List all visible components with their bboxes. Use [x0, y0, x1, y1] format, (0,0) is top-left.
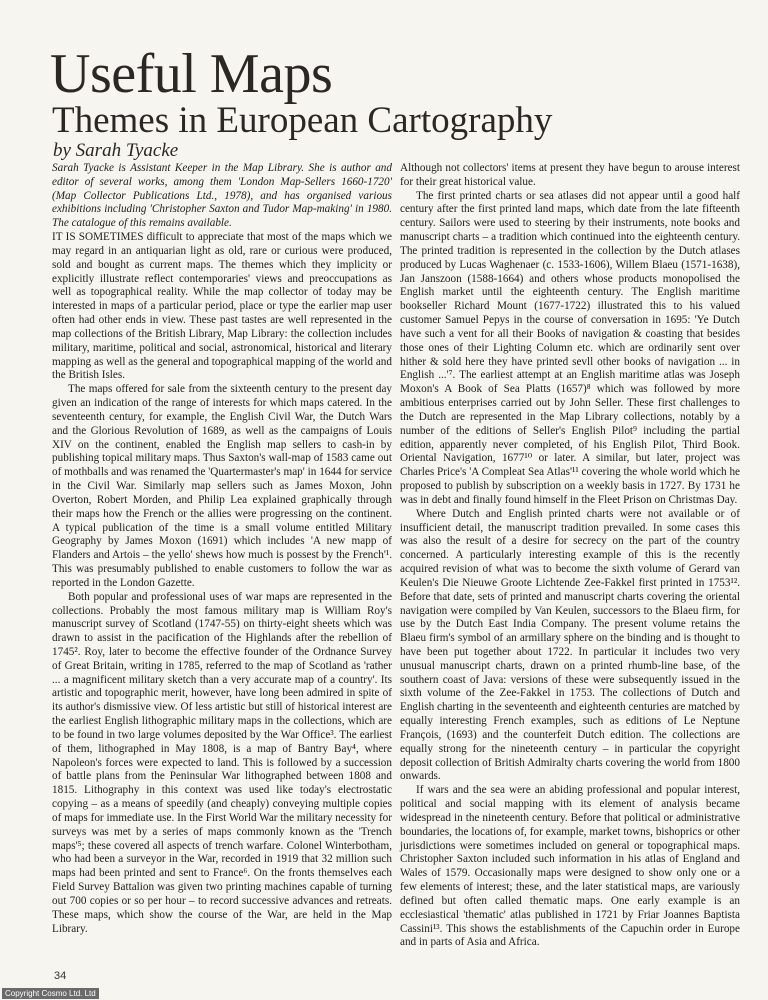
body-paragraph: Although not collectors' items at present they have begun to arouse interest for their great historical value.: [400, 162, 740, 188]
left-column: [52, 162, 392, 936]
body-paragraph: The maps offered for sale from the sixteenth century to the present day given an indication of the range of interests for which maps catered. In the seventeenth century, for example, the English Civil War, the Dutch Wars and the Glorious Revolution of 1689, as well as the campaigns of Louis XIV on the continent, enabled the English map sellers to cash-in by publishing topical military maps. Thus Saxton's wall-map of 1583 came out of mothballs and was renamed the 'Quartermaster's map' in 1644 for service in the Civil War. Similarly map sellers such as James Moxon, John Overton, Robert Morden, and Philip Lea explained graphically through their maps how the French or the allies were progressing on the continent. A typical publication of the time is a small volume entitled Military Geography by James Moxon (1691) which includes 'A new mapp of Flanders and Artois – the yello' shews how much is possest by the French'¹. This was presumably published to enable customers to follow the war as reported in the London Gazette.: [52, 383, 392, 589]
body-paragraph: IT IS SOMETIMES difficult to appreciate that most of the maps which we may regard in an antiquarian light as old, rare or curious were produced, sold and bought as current maps. The themes which they implicity or explicitly illustrate reflect contemporaries' views and preoccupations as well as topographical reality. While the map collector of today may be interested in maps of a particular period, place or type the earlier map user often had other ends in view. These past tastes are well represented in the map collections of the British Library, Map Library: the collection includes military, maritime, political and social, astronomical, historical and literary mapping as well as the general and topographical mapping of the world and the British Isles.: [52, 231, 392, 382]
article-byline: by Sarah Tyacke: [53, 140, 179, 161]
body-paragraph: Where Dutch and English printed charts were not available or of insufficient detail, the manuscript tradition prevailed. In some cases this was also the result of a desire for secrecy on the part of the country concerned. A particularly interesting example of this is the recently acquired revision of what was to become the sixth volume of Gerard van Keulen's Die Nieuwe Groote Lichtende Zee-Fakkel first printed in 1753¹². Before that date, sets of printed and manuscript charts covering the oriental navigation were compiled by Van Keulen, successors to the Blaeu firm, for use by the Dutch East India Company. The present volume retains the Blaeu firm's symbol of an armillary sphere on the binding and is thought to have been put together about 1722. In particular it includes two very unusual manuscript charts, drawn on a printed rhumb-line base, of the southern coast of Java: versions of these were subsequently issued in the sixth volume of the Zee-Fakkel in 1753. The collections of Dutch and English charting in the seventeenth and eighteenth centuries are matched by equally interesting French examples, such as editions of Le Neptune François, (1693) and the counterfeit Dutch edition. The collections are equally strong for the nineteenth century – in particular the copyright deposit collection of British Admiralty charts covering the world from 1800 onwards.: [400, 507, 740, 783]
body-paragraph: If wars and the sea were an abiding professional and popular interest, political and social mapping with its element of analysis became widespread in the nineteenth century. Before that political or administrative boundaries, the locations of, for example, market towns, bishoprics or other jurisdictions were sometimes included on general or topographical maps. Christopher Saxton included such information in his atlas of England and Wales of 1579. Occasionally maps were designed to show only one or a few elements of interest; these, and the later statistical maps, are variously defined but often called thematic maps. One early example is an ecclesiastical 'thematic' atlas published in 1721 by Friar Joannes Baptista Cassini¹³. This shows the establishments of the Capuchin order in Europe and in parts of Asia and Africa.: [400, 784, 740, 949]
right-column: [400, 162, 740, 950]
body-paragraph: The first printed charts or sea atlases did not appear until a good half century after the first printed land maps, which date from the late fifteenth century. Sailors were used to steering by their instruments, note books and manuscript charts – a tradition which continued into the eighteenth century. The printed tradition is represented in the collection by the Dutch atlases produced by Lucas Waghenaer (c. 1533-1606), Willem Blaeu (1571-1638), Jan Janszoon (1588-1664) and others whose products monopolised the English market until the eighteenth century. The English maritime bookseller Richard Mount (1677-1722) illustrated this to his valued customer Samuel Pepys in the course of conversation in 1695: 'Ye Dutch have such a vent for all their Books of navigation & coasting that besides those ones of their Lighting Column etc. which are ordinarily sent over hither & sold here they have printed sevll other books of navigation ... in English ...'⁷. The earliest attempt at an English maritime atlas was Joseph Moxon's A Book of Sea Platts (1657)⁸ which was followed by more ambitious enterprises carried out by John Seller. These first challenges to the Dutch are represented in the Map Library collections, notably by a number of the editions of Seller's English Pilot⁹ including the partial edition, apparently never completed, of his English Pilot, Third Book. Oriental Navigation, 1677¹⁰ or later. A similar, but later, project was Charles Price's 'A Compleat Sea Atlas'¹¹ covering the whole world which he proposed to publish by subscription on a weekly basis in 1727. By 1731 he was in debt and finally found himself in the Fleet Prison on Christmas Day.: [400, 189, 740, 506]
article-subtitle: Themes in European Cartography: [52, 100, 553, 141]
article-title: Useful Maps: [50, 43, 333, 105]
copyright-watermark: Copyright Cosmo Ltd. Ltd: [2, 988, 99, 999]
author-intro: Sarah Tyacke is Assistant Keeper in the Map Library. She is author and editor of several works, among them 'London Map-Sellers 1660-1720' (Map Collector Publications Ltd., 1978), and has organised various exhibitions including 'Christopher Saxton and Tudor Map-making' in 1980. The catalogue of this remains available.: [52, 162, 392, 230]
page-number: 34: [54, 970, 67, 982]
body-paragraph: Both popular and professional uses of war maps are represented in the collections. Probably the most famous military map is William Roy's manuscript survey of Scotland (1747-55) on thirty-eight sheets which was drawn to assist in the pacification of the Highlands after the rebellion of 1745². Roy, later to become the effective founder of the Ordnance Survey of Great Britain, writing in 1785, referred to the map of Scotland as 'rather ... a magnificent military sketch than a very accurate map of a country'. Its artistic and topographic merit, however, have long been admired in spite of its author's dismissive view. Of less artistic but still of historical interest are the earliest English lithographic military maps in the collections, which are to be found in two large volumes deposited by the War Office³. The earliest of them, lithographed in May 1808, is a map of Bantry Bay⁴, where Napoleon's forces were expected to land. This is followed by a succession of battle plans from the Peninsular War lithographed between 1808 and 1815. Lithography in this context was used like today's electrostatic copying – as a means of speedily (and cheaply) conveying multiple copies of maps for immediate use. In the First World War the military necessity for surveys was met by a series of maps commonly known as the 'Trench maps'⁵; these covered all aspects of trench warfare. Colonel Winterbotham, who had been a surveyor in the War, recorded in 1919 that 32 million such maps had been printed and sent to France⁶. On the fronts themselves each Field Survey Battalion was given two printing machines capable of turning out 700 copies or so per hour – to record successive advances and retreats. These maps, which show the course of the War, are held in the Map Library.: [52, 590, 392, 935]
